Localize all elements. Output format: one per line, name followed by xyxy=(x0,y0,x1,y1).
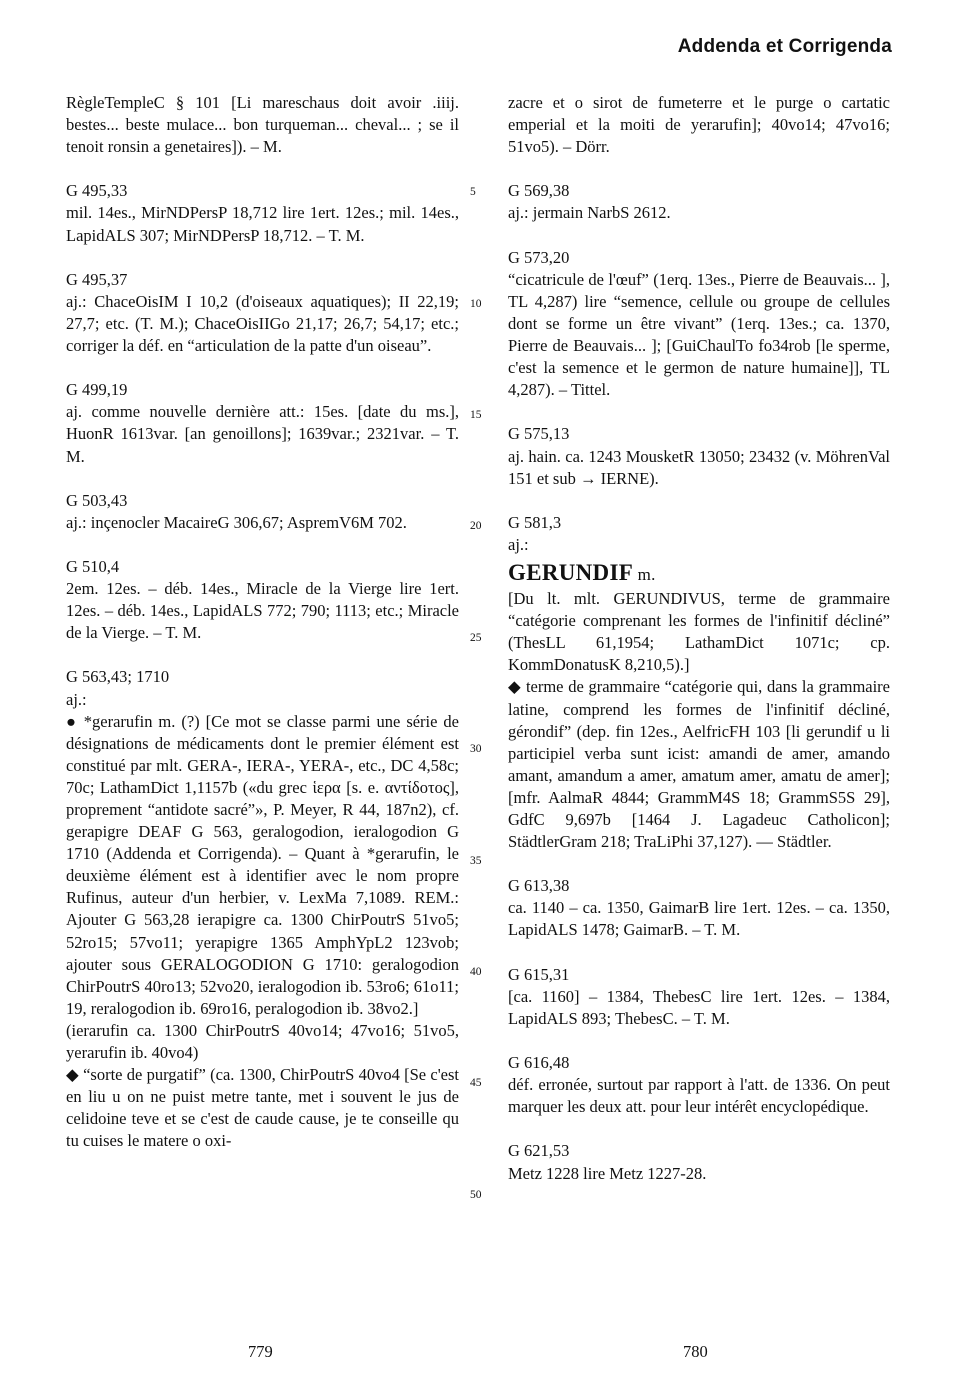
spacer xyxy=(508,942,890,964)
entry-text: aj.: xyxy=(508,534,529,554)
line-number: 50 xyxy=(470,1189,482,1201)
entry-reference: G 613,38 xyxy=(508,876,570,896)
right-column xyxy=(508,92,890,1185)
entry-text: RègleTempleC § 101 [Li mareschaus doit avoir .iiij. bestes... beste mulace... bon turqueman... cheval... ; se il tenoit ronsin a genetaires]). – M. xyxy=(66,93,459,157)
entry-reference: G 563,43; 1710 xyxy=(66,667,170,687)
spacer xyxy=(66,357,459,379)
line-number: 15 xyxy=(470,409,482,421)
headword-gender: m. xyxy=(633,564,656,584)
line-number: 25 xyxy=(470,632,482,644)
line-number: 10 xyxy=(470,298,482,310)
running-header: Addenda et Corrigenda xyxy=(677,36,892,57)
entry-text: ca. 1140 – ca. 1350, GaimarB lire 1ert. 12es. – ca. 1350, LapidALS 1478; GaimarB. – T. M. xyxy=(508,898,890,940)
spacer xyxy=(66,247,459,269)
entry-text: aj. hain. ca. 1243 MousketR 13050; 23432 (v. MöhrenVal 151 et sub → IERNE). xyxy=(508,446,890,488)
entry-text: aj.: jermain NarbS 2612. xyxy=(508,203,671,223)
entry-reference: G 503,43 xyxy=(66,490,128,510)
entry-reference: G 616,48 xyxy=(508,1053,570,1073)
spacer xyxy=(508,1118,890,1140)
entry-text: aj.: xyxy=(66,689,87,709)
spacer xyxy=(508,225,890,247)
entry-text: “cicatricule de l'œuf” (1erq. 13es., Pierre de Beauvais... ], TL 4,287) lire “semence, cellule ou groupe de cellules dont se forme un être vivant” (1erq. 13es.; ca. 1370, Pierre de Beauvais... ]; [GuiChaulTo fo34rob [le sperme, c'est la semence et le germon de nature humaine]], TL 4,287). – Tittel. xyxy=(508,269,890,400)
entry-text: (ierarufin ca. 1300 ChirPoutrS 40vo14; 47vo16; 51vo5, yerarufin ib. 40vo4) xyxy=(66,1020,459,1063)
spacer xyxy=(508,1030,890,1052)
entry-reference: G 495,37 xyxy=(66,269,128,289)
entry-reference: G 510,4 xyxy=(66,556,120,576)
entry-text: [ca. 1160] – 1384, ThebesC lire 1ert. 12es. – 1384, LapidALS 893; ThebesC. – T. M. xyxy=(508,986,890,1028)
entry-reference: G 621,53 xyxy=(508,1141,570,1161)
spacer xyxy=(66,644,459,666)
entry-reference: G 569,38 xyxy=(508,181,570,201)
line-number: 45 xyxy=(470,1077,482,1089)
entry-headword xyxy=(508,559,890,586)
entry-text: aj.: ChaceOisIM I 10,2 (d'oiseaux aquatiques); II 22,19; 27,7; etc. (T. M.); ChaceOisIIGo 21,17; 26,7; 54,17; etc.; corriger la déf. en “articulation de la patte d'un oiseau”. xyxy=(66,291,459,356)
line-number: 5 xyxy=(470,186,476,198)
spacer xyxy=(508,853,890,875)
entry-text: déf. erronée, surtout par rapport à l'att. de 1336. On peut marquer les deux att. pour leur intérêt encyclopédique. xyxy=(508,1075,890,1117)
entry-reference: G 581,3 xyxy=(508,512,562,532)
entry-reference: G 495,33 xyxy=(66,181,128,201)
spacer xyxy=(508,158,890,180)
entry-text: ● *gerarufin m. (?) [Ce mot se classe parmi une série de désignations de médicaments dont le premier élément est constitué par mlt. GERA-, IERA-, YERA-, etc., DC 4,58c; 70c; LathamDict 1,1157b («du grec ἱερα [s. e. αντίδοτος], proprement “antidote sacré”», P. Meyer, R 44, 187n2), cf. gerapigre DEAF G 563, geralogodion, ieralogodion G 1710 (Addenda et Corrigenda). – Quant à *gerarufin, le deuxième élément est à identifier avec le nom propre Rufinus, auteur d'un herbier, v. LexMa 7,1089. REM.: Ajouter G 563,28 ierapigre ca. 1300 ChirPoutrS 51vo5; 52ro15; 57vo11; yerapigre 1365 AmphYpL2 123vob; ajouter sous GERALOGODION G 1710: geralogodion ChirPoutrS 40ro13; 52vo20, ieralogodion ib. 53ro6; 61o11; 19, reralogodion ib. 69ro16, peralogodion ib. 38vo2.] xyxy=(66,711,459,1018)
entry-text: zacre et o sirot de fumeterre et le purge o cartatic emperial et la moiti de yerarufin]; 40vo14; 47vo16; 51vo5). – Dörr. xyxy=(508,93,890,157)
line-number: 20 xyxy=(470,520,482,532)
left-column xyxy=(66,92,459,1153)
entry-reference: G 573,20 xyxy=(508,247,570,267)
entry-reference: G 575,13 xyxy=(508,424,570,444)
entry-text: aj. comme nouvelle dernière att.: 15es. [date du ms.], HuonR 1613var. [an genoillons]; 1639var.; 2321var. – T. M. xyxy=(66,402,459,466)
line-number: 40 xyxy=(470,966,482,978)
spacer xyxy=(508,490,890,512)
headword-text: GERUNDIF xyxy=(508,559,634,585)
page-number-left: 779 xyxy=(248,1342,273,1361)
entry-text: ◆ “sorte de purgatif” (ca. 1300, ChirPoutrS 40vo4 [Se c'est en liu u on ne puist metre tante, met i souvent le jus de celidoine teve et se c'est de caude cause, je te conseille qu tu cuises le matere o oxi- xyxy=(66,1065,459,1151)
entry-text: ◆ terme de grammaire “catégorie qui, dans la grammaire latine, comprend les formes de l'infinitif décliné, gérondif” (dep. fin 12es., AelfricFH 103 [li gerundif u li participiel verba sunt icist: amandi de amer, amando amant, amandum a amer, amatum amer, amatu de amer]; [mfr. AalmaR 4844; GrammM4S 18; GrammS5S 29], GdfC 9,697b [1464 J. Lagadeuc Catholicon]; StädtlerGram 218; TraLiPhi 37,127). — Städtler. xyxy=(508,677,890,852)
line-number: 30 xyxy=(470,743,482,755)
entry-reference: G 615,31 xyxy=(508,964,570,984)
spacer xyxy=(66,534,459,556)
entry-reference: G 499,19 xyxy=(66,380,128,400)
spacer xyxy=(66,468,459,490)
entry-text: [Du lt. mlt. GERUNDIVUS, terme de grammaire “catégorie comprenant les formes de l'infinitif décliné” (ThesLL 61,1954; LathamDict 1071c; cp. KommDonatusK 8,210,5).] xyxy=(508,589,890,675)
entry-text: mil. 14es., MirNDPersP 18,712 lire 1ert. 12es.; mil. 14es., LapidALS 307; MirNDPersP 18,712. – T. M. xyxy=(66,203,459,245)
page-number-right: 780 xyxy=(683,1342,708,1361)
entry-text: Metz 1228 lire Metz 1227-28. xyxy=(508,1163,707,1183)
spacer xyxy=(508,401,890,423)
entry-text: 2em. 12es. – déb. 14es., Miracle de la Vierge lire 1ert. 12es. – déb. 14es., LapidALS 772; 790; 1113; etc.; Miracle de la Vierge. – T. M. xyxy=(66,579,459,643)
entry-text: aj.: inçenocler MacaireG 306,67; AspremV6M 702. xyxy=(66,512,407,532)
line-number: 35 xyxy=(470,855,482,867)
spacer xyxy=(66,158,459,180)
